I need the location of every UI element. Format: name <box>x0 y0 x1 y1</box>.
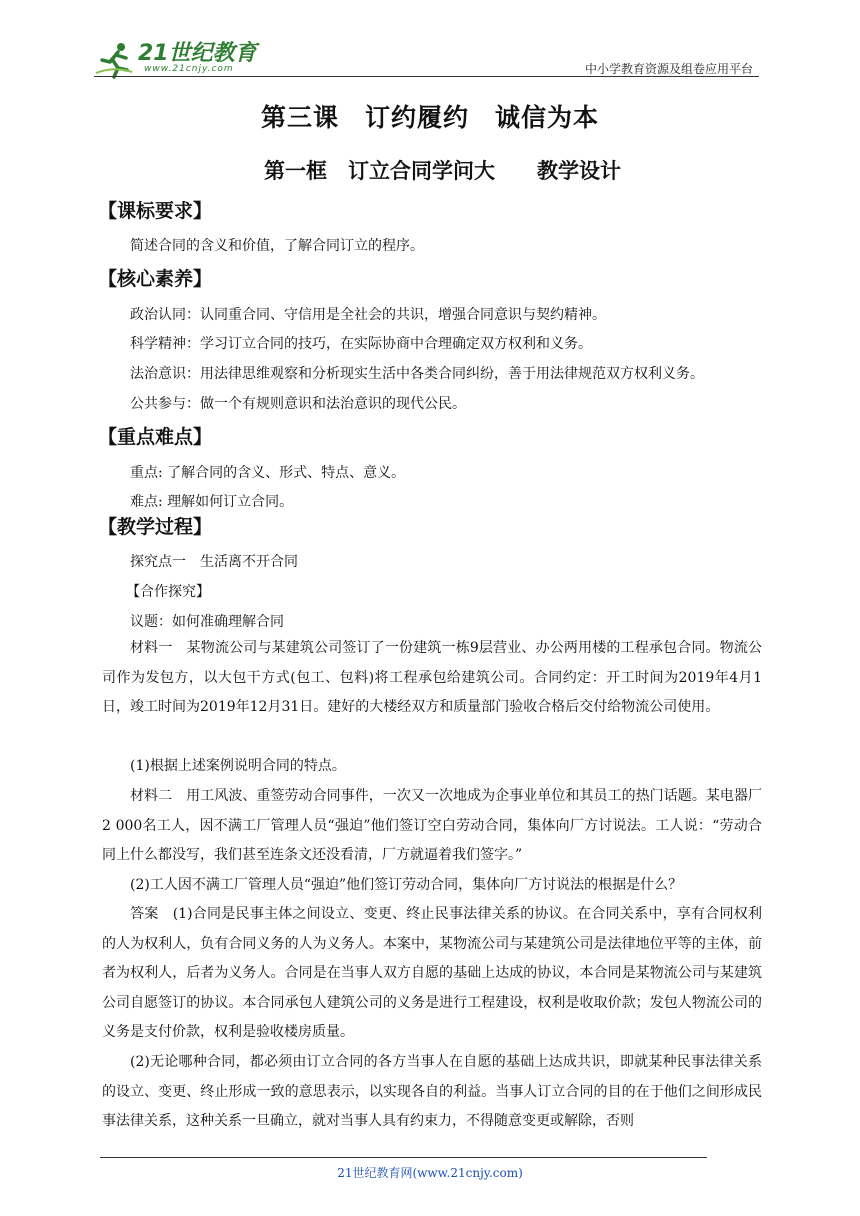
material-two: 材料二 用工风波、重签劳动合同事件，一次又一次地成为企事业单位和其员工的热门话题。某电器厂2 000名工人，因不满工厂管理人员“强迫”他们签订空白劳动合同，集体向厂方讨说法。工人说：“劳动合同上什么都没写，我们甚至连条文还没看清，厂方就逼着我们签字。” <box>102 788 762 863</box>
question-one: (1)根据上述案例说明合同的特点。 <box>130 758 346 774</box>
answer-two: (2)无论哪种合同，都必须由订立合同的各方当事人在自愿的基础上达成共识，即就某种民事法律关系的设立、变更、终止形成一致的意思表示，以实现各自的利益。当事人订立合同的目的在于他们之间形成民事法律关系，这种关系一旦确立，就对当事人具有约束力，不得随意变更或解除，否则 <box>102 1054 762 1129</box>
page-header <box>94 30 759 80</box>
section-heading-key-points: 【重点难点】 <box>98 426 213 448</box>
literacy-line: 法治意识：用法律思维观察和分析现实生活中各类合同纠纷，善于用法律规范双方权利义务。 <box>130 366 704 382</box>
header-divider <box>94 76 759 77</box>
logo-url: www.21cnjy.com <box>144 64 234 74</box>
key-point-line: 重点: 了解合同的含义、形式、特点、意义。 <box>130 465 406 481</box>
question-two: (2)工人因不满工厂管理人员“强迫”他们签订劳动合同，集体向厂方讨说法的根据是什么？ <box>130 877 683 893</box>
logo <box>94 34 294 78</box>
page-subtitle: 第一框 订立合同学问大 教学设计 <box>264 159 621 183</box>
platform-name: 中小学教育资源及组卷应用平台 <box>584 62 753 76</box>
literacy-line: 公共参与：做一个有规则意识和法治意识的现代公民。 <box>130 396 466 412</box>
process-line: 探究点一 生活离不开合同 <box>130 554 298 570</box>
answer-one: 答案 (1)合同是民事主体之间设立、变更、终止民事法律关系的协议。在合同关系中，享有合同权利的人为权利人，负有合同义务的人为义务人。本案中，某物流公司与某建筑公司是法律地位平等的主体，前者为权利人，后者为义务人。合同是在当事人双方自愿的基础上达成的协议，本合同是某物流公司与某建筑公司自愿签订的协议。本合同承包人建筑公司的义务是进行工程建设，权利是收取价款；发包人物流公司的义务是支付价款，权利是验收楼房质量。 <box>102 906 762 1040</box>
key-point-line: 难点: 理解如何订立合同。 <box>130 494 294 510</box>
logo-text: 21世纪教育 <box>138 41 257 66</box>
process-line: 议题：如何准确理解合同 <box>130 614 284 630</box>
section-heading-curriculum: 【课标要求】 <box>98 200 213 222</box>
literacy-line: 政治认同：认同重合同、守信用是全社会的共识，增强合同意识与契约精神。 <box>130 307 606 323</box>
section-heading-literacy: 【核心素养】 <box>98 268 213 290</box>
process-line: 【合作探究】 <box>126 584 210 600</box>
curriculum-text: 简述合同的含义和价值，了解合同订立的程序。 <box>130 238 424 254</box>
material-one: 材料一 某物流公司与某建筑公司签订了一份建筑一栋9层营业、办公两用楼的工程承包合同。物流公司作为发包方，以大包干方式(包工、包料)将工程承包给建筑公司。合同约定：开工时间为2019年4月1日，竣工时间为2019年12月31日。建好的大楼经双方和质量部门验收合格后交付给物流公司使用。 <box>102 640 762 715</box>
footer-divider <box>100 1157 707 1158</box>
section-heading-process: 【教学过程】 <box>98 516 213 538</box>
runner-logo-icon <box>94 40 134 80</box>
page-title: 第三课 订约履约 诚信为本 <box>260 103 599 132</box>
literacy-line: 科学精神：学习订立合同的技巧，在实际协商中合理确定双方权利和义务。 <box>130 336 592 352</box>
footer-text: 21世纪教育网(www.21cnjy.com) <box>337 1166 523 1180</box>
